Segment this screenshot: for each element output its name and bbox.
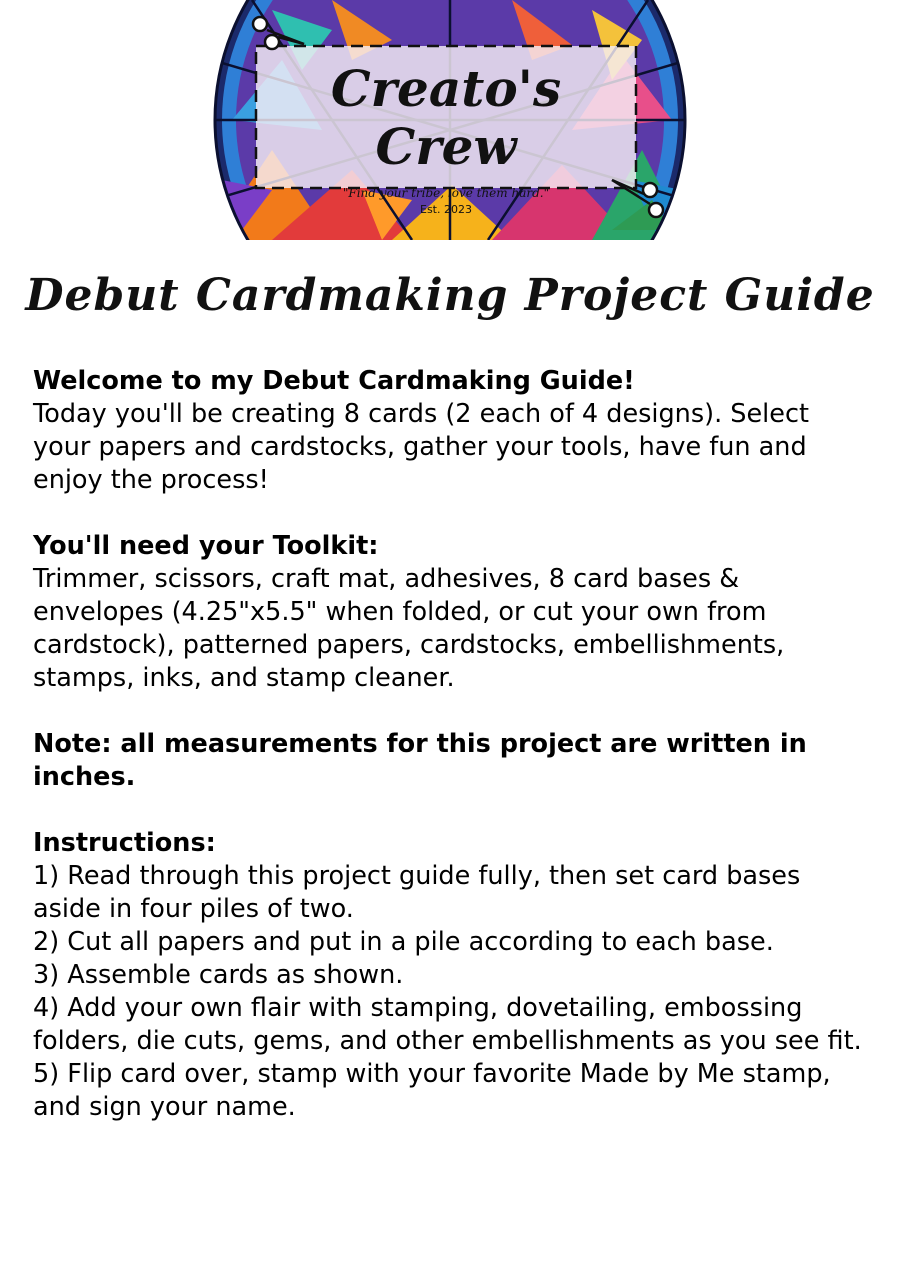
- instruction-step: 4) Add your own flair with stamping, dovetailing, embossing folders, die cuts, gems, and other embellishments as you see fit.: [33, 993, 862, 1056]
- toolkit-section: [33, 530, 873, 695]
- logo-established: Est. 2023: [420, 203, 472, 216]
- welcome-body: Today you'll be creating 8 cards (2 each of 4 designs). Select your papers and cardstocks, gather your tools, have fun and enjoy the process!: [33, 399, 809, 495]
- instruction-step: 5) Flip card over, stamp with your favorite Made by Me stamp, and sign your name.: [33, 1059, 831, 1122]
- welcome-section: [33, 365, 873, 497]
- guide-content: [33, 365, 873, 1157]
- logo: [212, 0, 688, 240]
- logo-tagline: "Find your tribe, love them hard.": [342, 186, 550, 200]
- instruction-step: 3) Assemble cards as shown.: [33, 960, 404, 990]
- page-title: Debut Cardmaking Project Guide: [25, 270, 875, 321]
- logo-name: Creato's Crew: [330, 59, 562, 176]
- instruction-step: 2) Cut all papers and put in a pile according to each base.: [33, 927, 774, 957]
- welcome-heading: Welcome to my Debut Cardmaking Guide!: [33, 366, 635, 396]
- instructions-heading: Instructions:: [33, 828, 216, 858]
- instructions-section: [33, 827, 873, 1124]
- note-text: Note: all measurements for this project are written in inches.: [33, 729, 807, 792]
- toolkit-body: Trimmer, scissors, craft mat, adhesives, 8 card bases & envelopes (4.25"x5.5" when folded, or cut your own from cardstock), patterned papers, cardstocks, embellishments, stamps, inks, and stamp cleaner.: [33, 564, 785, 693]
- note-section: [33, 728, 873, 794]
- toolkit-heading: You'll need your Toolkit:: [33, 531, 379, 561]
- instruction-step: 1) Read through this project guide fully, then set card bases aside in four piles of two.: [33, 861, 801, 924]
